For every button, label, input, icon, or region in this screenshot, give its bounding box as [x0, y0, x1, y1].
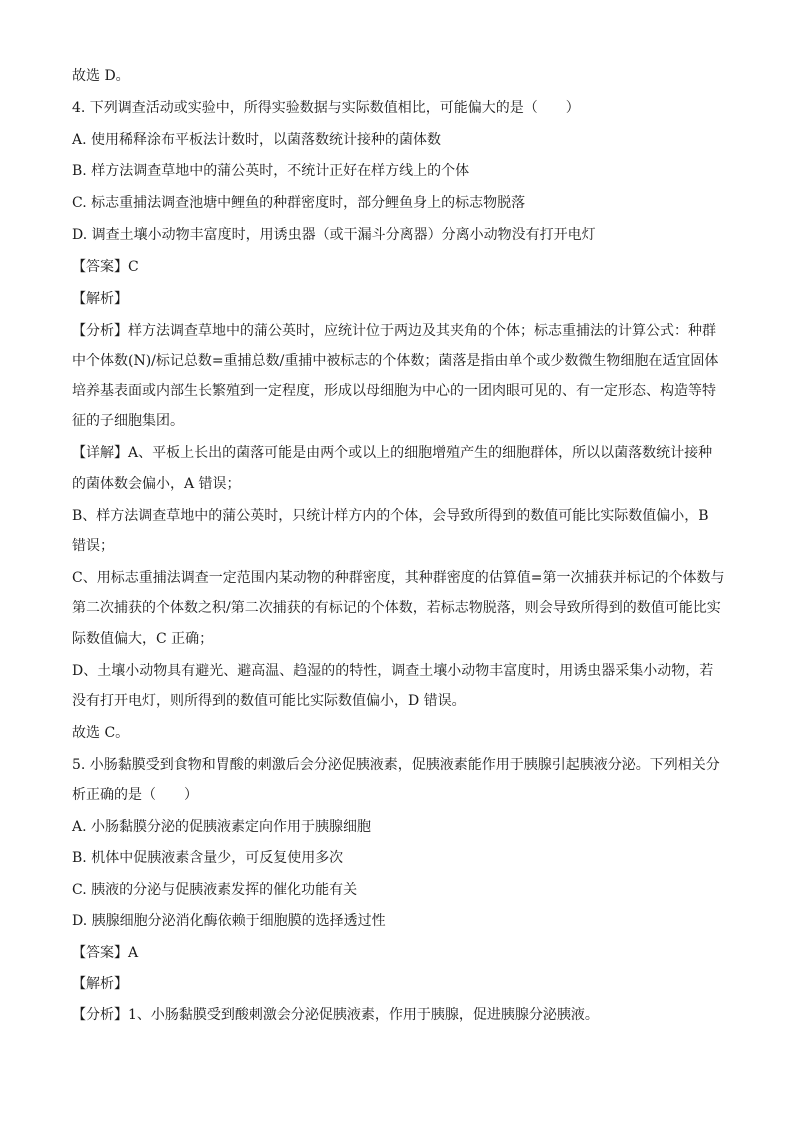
answer-label: 【答案】A — [72, 945, 139, 961]
text-line: 的菌体数会偏小，A 错误； — [72, 476, 241, 492]
text-line: D、土壤小动物具有避光、避高温、趋湿的的特性，调查土壤小动物丰富度时，用诱虫器采集小动物，若 — [72, 663, 714, 679]
analysis-heading: 【解析】 — [72, 291, 128, 307]
text-line: 【分析】1、小肠黏膜受到酸刺激会分泌促胰液素，作用于胰腺，促进胰腺分泌胰液。 — [72, 1007, 599, 1023]
text-line: 没有打开电灯，则所得到的数值可能比实际数值偏小，D 错误。 — [72, 693, 466, 709]
text-line: 际数值偏大，C 正确； — [72, 631, 214, 647]
option-b: B. 样方法调查草地中的蒲公英时，不统计正好在样方线上的个体 — [72, 163, 470, 179]
text-line: 故选 C。 — [72, 725, 130, 741]
option-d: D. 调查土壤小动物丰富度时，用诱虫器（或干漏斗分离器）分离小动物没有打开电灯 — [72, 227, 596, 243]
text-line: 中个体数(N)/标记总数=重捕总数/重捕中被标志的个体数；菌落是指由单个或少数微生物细胞在适宜固体 — [72, 353, 719, 369]
option-b: B. 机体中促胰液素含量少，可反复使用多次 — [72, 850, 344, 866]
question-5-stem: 5. 小肠黏膜受到食物和胃酸的刺激后会分泌促胰液素，促胰液素能作用于胰腺引起胰液分泌。下列相关分 — [72, 757, 720, 773]
text-line: 错误； — [72, 538, 114, 554]
question-4-stem: 4. 下列调查活动或实验中，所得实验数据与实际数值相比，可能偏大的是（ ） — [72, 100, 580, 116]
answer-label: 【答案】C — [72, 259, 139, 275]
question-5-stem-cont: 析正确的是（ ） — [72, 787, 198, 803]
option-a: A. 小肠黏膜分泌的促胰液素定向作用于胰腺细胞 — [72, 819, 372, 835]
analysis-heading: 【解析】 — [72, 976, 128, 992]
text-line: 故选 D。 — [72, 68, 130, 84]
option-a: A. 使用稀释涂布平板法计数时，以菌落数统计接种的菌体数 — [72, 132, 442, 148]
text-line: B、样方法调查草地中的蒲公英时，只统计样方内的个体，会导致所得到的数值可能比实际数值偏小，B — [72, 508, 709, 524]
text-line: C、用标志重捕法调查一定范围内某动物的种群密度，其种群密度的估算值=第一次捕获并标记的个体数与 — [72, 570, 725, 586]
text-line: 培养基表面或内部生长繁殖到一定程度，形成以母细胞为中心的一团肉眼可见的、有一定形态、构造等特 — [72, 383, 716, 399]
option-c: C. 胰液的分泌与促胰液素发挥的催化功能有关 — [72, 882, 358, 898]
option-d: D. 胰腺细胞分泌消化酶依赖于细胞膜的选择透过性 — [72, 913, 386, 929]
text-line: 征的子细胞集团。 — [72, 413, 184, 429]
text-line: 第二次捕获的个体数之积/第二次捕获的有标记的个体数，若标志物脱落，则会导致所得到的数值可能比实 — [72, 600, 721, 616]
text-line: 【分析】样方法调查草地中的蒲公英时，应统计位于两边及其夹角的个体；标志重捕法的计算公式：种群 — [72, 323, 716, 339]
option-c: C. 标志重捕法调查池塘中鲤鱼的种群密度时，部分鲤鱼身上的标志物脱落 — [72, 195, 526, 211]
text-line: 【详解】A、平板上长出的菌落可能是由两个或以上的细胞增殖产生的细胞群体，所以以菌落数统计接种 — [72, 445, 713, 461]
